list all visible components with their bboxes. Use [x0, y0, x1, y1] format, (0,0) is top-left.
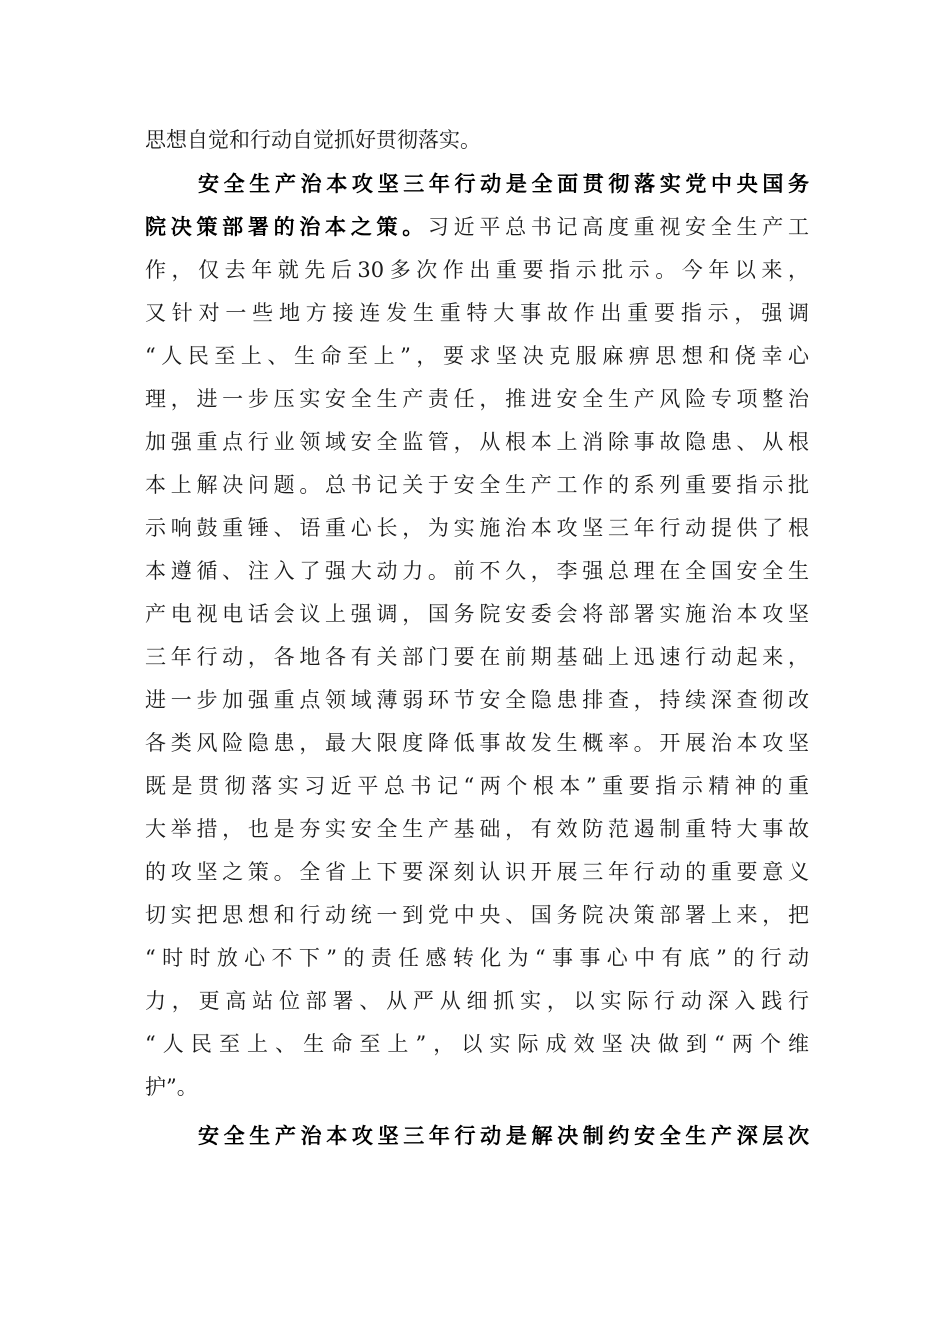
text-line: 加强重点行业领域安全监管，从根本上消除事故隐患、从根 [145, 430, 809, 454]
text-line: 作，仅去年就先后30多次作出重要指示批示。今年以来， [145, 258, 809, 282]
text-line: 护”。 [145, 1075, 198, 1099]
text-line: 又针对一些地方接连发生重特大事故作出重要指示，强调 [145, 301, 809, 325]
text-line: “人民至上、生命至上”，要求坚决克服麻痹思想和侥幸心 [145, 344, 809, 368]
text-line: 产电视电话会议上强调，国务院安委会将部署实施治本攻坚 [145, 602, 809, 626]
paragraph-heading: 安全生产治本攻坚三年行动是全面贯彻落实党中央国务 [198, 172, 809, 196]
text-line: “人民至上、生命至上”，以实际成效坚决做到“两个维 [145, 1032, 809, 1056]
body-text: 习近平总书记高度重视安全生产工 [427, 215, 810, 239]
paragraph-heading: 安全生产治本攻坚三年行动是解决制约安全生产深层次 [198, 1124, 809, 1148]
text-line: 思想自觉和行动自觉抓好贯彻落实。 [145, 128, 481, 152]
text-line: 大举措，也是夯实安全生产基础，有效防范遏制重特大事故 [145, 817, 809, 841]
text-line: 力，更高站位部署、从严从细抓实，以实际行动深入践行 [145, 989, 809, 1013]
text-line: 本遵循、注入了强大动力。前不久，李强总理在全国安全生 [145, 559, 809, 583]
text-line [145, 209, 809, 245]
text-line: 既是贯彻落实习近平总书记“两个根本”重要指示精神的重 [145, 774, 809, 798]
text-line: 本上解决问题。总书记关于安全生产工作的系列重要指示批 [145, 473, 809, 497]
heading-tail: 院决策部署的治本之策。 [145, 215, 428, 239]
text-line: 切实把思想和行动统一到党中央、国务院决策部署上来，把 [145, 903, 809, 927]
text-line: 进一步加强重点领域薄弱环节安全隐患排查，持续深查彻改 [145, 688, 809, 712]
text-line: 各类风险隐患，最大限度降低事故发生概率。开展治本攻坚 [145, 731, 809, 755]
text-line: 理，进一步压实安全生产责任，推进安全生产风险专项整治 [145, 387, 809, 411]
text-line: 的攻坚之策。全省上下要深刻认识开展三年行动的重要意义 [145, 860, 809, 884]
text-line: 示响鼓重锤、语重心长，为实施治本攻坚三年行动提供了根 [145, 516, 809, 540]
text-line: 三年行动，各地各有关部门要在前期基础上迅速行动起来， [145, 645, 809, 669]
text-line: “时时放心不下”的责任感转化为“事事心中有底”的行动 [145, 946, 809, 970]
